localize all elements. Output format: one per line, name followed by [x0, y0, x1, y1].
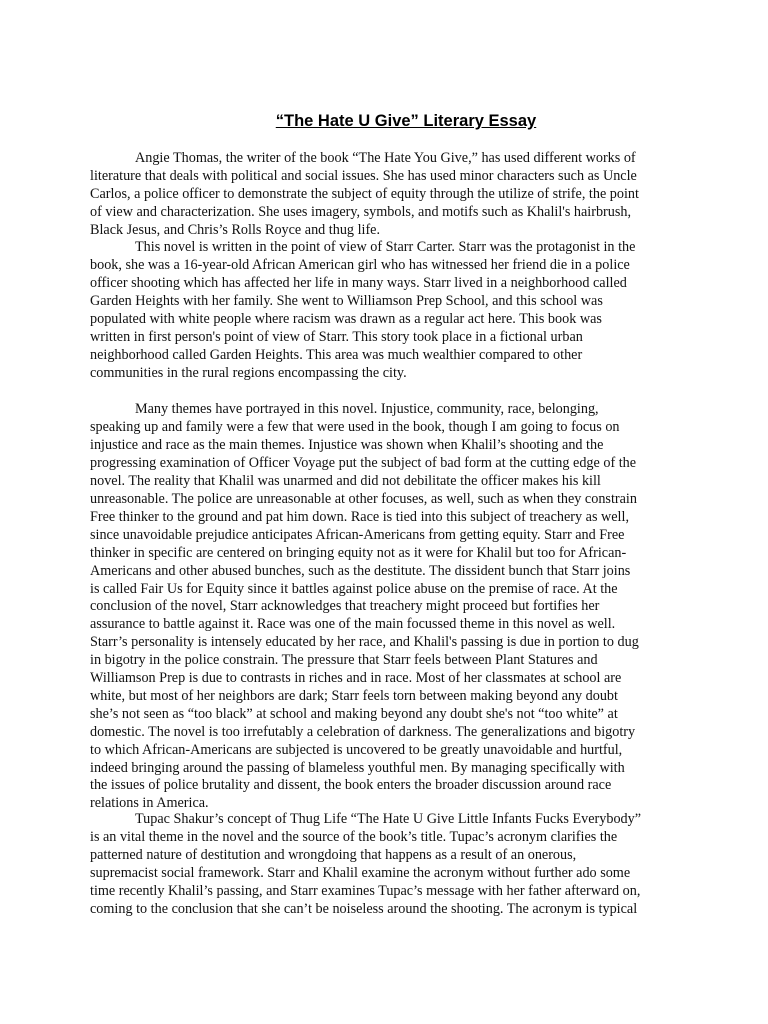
- text-line: Tupac Shakur’s concept of Thug Life “The Hate U Give Little Infants Fucks Everybody”: [135, 811, 642, 827]
- text-line: indeed bringing around the passing of blameless youthful men. By managing specifically with: [90, 760, 625, 776]
- document-page: [90, 0, 678, 1024]
- text-line: officer shooting which has affected her life in many ways. Starr lived in a neighborhood called: [90, 275, 627, 291]
- text-line: domestic. The novel is too irrefutably a celebration of darkness. The generalizations and bigotry: [90, 724, 636, 740]
- text-line: thinker in specific are centered on bringing equity not as it were for Khalil but too for African-: [90, 545, 627, 561]
- text-line: Williamson Prep is due to contrasts in riches and in race. Most of her classmates at school are: [90, 670, 622, 686]
- text-line: of view and characterization. She uses imagery, symbols, and motifs such as Khalil's hairbrush,: [90, 204, 632, 220]
- text-line: relations in America.: [90, 795, 209, 811]
- text-line: literature that deals with political and social issues. She has used minor characters such as Uncle: [90, 168, 637, 184]
- text-line: she’s not seen as “too black” at school and making beyond any doubt she's not “too white” at: [90, 706, 618, 722]
- text-line: the issues of police brutality and dissent, the book enters the broader discussion around race: [90, 777, 612, 793]
- text-line: to which African-Americans are subjected is uncovered to be greatly unavoidable and hurtful,: [90, 742, 623, 758]
- text-line: Free thinker to the ground and pat him down. Race is tied into this subject of treachery as well,: [90, 509, 629, 525]
- text-line: speaking up and family were a few that were used in the book, though I am going to focus on: [90, 419, 620, 435]
- text-line: Angie Thomas, the writer of the book “The Hate You Give,” has used different works of: [135, 150, 636, 166]
- text-line: conclusion of the novel, Starr acknowledges that treachery might proceed but fortifies her: [90, 598, 600, 614]
- text-line: time recently Khalil’s passing, and Starr examines Tupac’s message with her father afterward on,: [90, 883, 641, 899]
- text-line: This novel is written in the point of view of Starr Carter. Starr was the protagonist in the: [135, 239, 636, 255]
- text-line: Carlos, a police officer to demonstrate the subject of equity through the utilize of strife, the point: [90, 186, 639, 202]
- text-line: injustice and race as the main themes. Injustice was shown when Khalil’s shooting and the: [90, 437, 604, 453]
- text-line: neighborhood called Garden Heights. This area was much wealthier compared to other: [90, 347, 583, 363]
- text-line: Many themes have portrayed in this novel. Injustice, community, race, belonging,: [135, 401, 599, 417]
- text-line: supremacist social framework. Starr and Khalil examine the acronym without further ado some: [90, 865, 631, 881]
- essay-title: “The Hate U Give” Literary Essay: [275, 112, 537, 130]
- text-line: is called Fair Us for Equity since it battles against police abuse on the premise of race. At the: [90, 581, 618, 597]
- text-line: is an vital theme in the novel and the source of the book’s title. Tupac’s acronym clarifies the: [90, 829, 618, 845]
- text-line: coming to the conclusion that she can’t be noiseless around the shooting. The acronym is typical: [90, 901, 638, 917]
- text-line: populated with white people where racism was drawn as a regular act here. This book was: [90, 311, 602, 327]
- text-line: assurance to battle against it. Race was one of the main focussed theme in this novel as well.: [90, 616, 616, 632]
- text-line: book, she was a 16-year-old African American girl who has witnessed her friend die in a police: [90, 257, 630, 273]
- text-line: Black Jesus, and Chris’s Rolls Royce and thug life.: [90, 222, 381, 238]
- text-line: patterned nature of destitution and wrongdoing that happens as a result of an onerous,: [90, 847, 577, 863]
- text-line: Garden Heights with her family. She went to Williamson Prep School, and this school was: [90, 293, 603, 309]
- text-line: progressing examination of Officer Voyage put the subject of bad form at the cutting edge of the: [90, 455, 637, 471]
- text-line: in bigotry in the police constrain. The pressure that Starr feels between Plant Statures and: [90, 652, 598, 668]
- text-line: written in first person's point of view of Starr. This story took place in a fictional urban: [90, 329, 583, 345]
- text-line: Americans and other abused bunches, such as the destitute. The dissident bunch that Starr joins: [90, 563, 631, 579]
- text-line: novel. The reality that Khalil was unarmed and did not debilitate the officer makes his kill: [90, 473, 601, 489]
- text-line: Starr’s personality is intensely educated by her race, and Khalil's passing is due in portion to dug: [90, 634, 639, 650]
- text-line: communities in the rural regions encompassing the city.: [90, 365, 407, 381]
- text-line: since unavoidable prejudice anticipates African-Americans from getting equity. Starr and Free: [90, 527, 625, 543]
- text-line: unreasonable. The police are unreasonable at other focuses, as well, such as when they constrain: [90, 491, 637, 507]
- text-line: white, but most of her neighbors are dark; Starr feels torn between making beyond any doubt: [90, 688, 618, 704]
